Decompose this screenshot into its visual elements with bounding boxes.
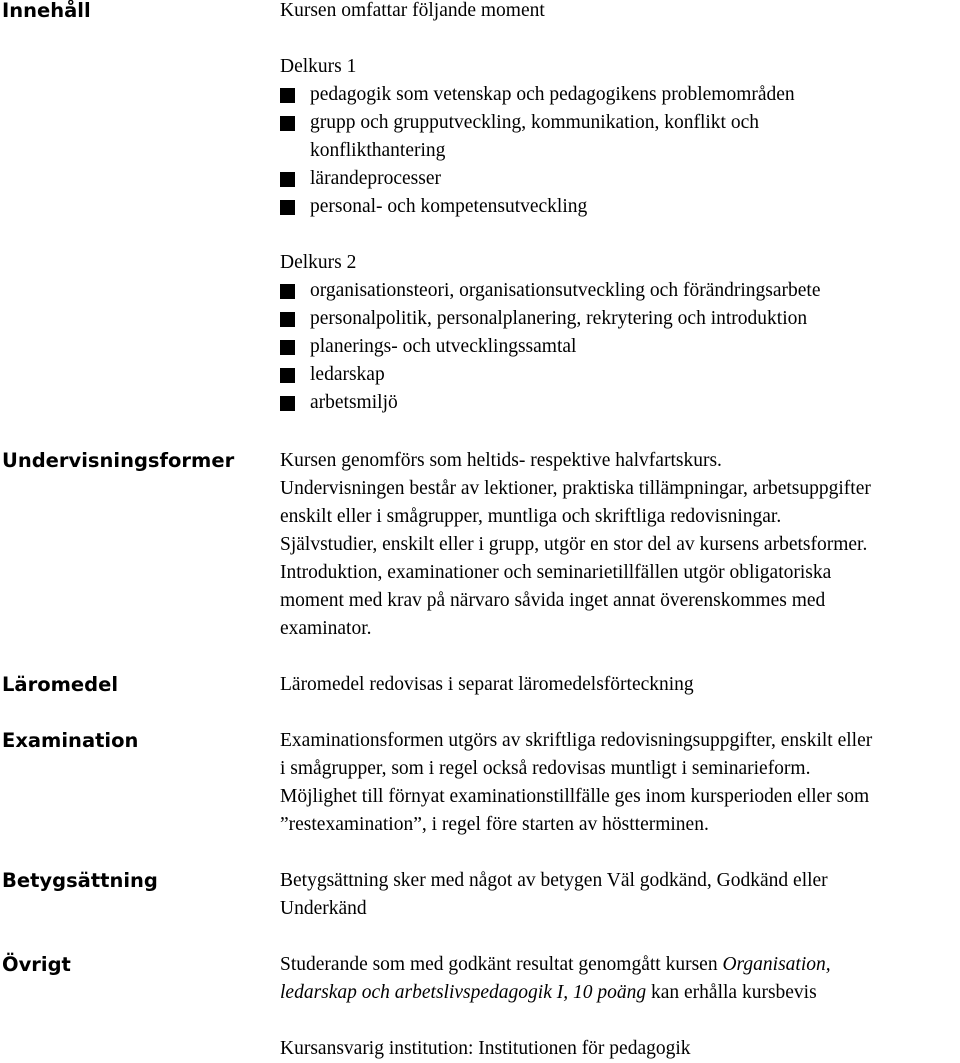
delkurs1-title: Delkurs 1 [280, 56, 357, 77]
institution-text: Kursansvarig institution: Institutionen för pedagogik [280, 1038, 691, 1059]
course-name: ledarskap och arbetslivspedagogik I, 10 poäng [280, 982, 647, 1003]
bullet-square-icon [280, 396, 295, 411]
undervisning-line: enskilt eller i smågrupper, muntliga och skriftliga redovisningar. [280, 506, 782, 527]
list-item: organisationsteori, organisationsutveckling och förändringsarbete [280, 277, 960, 305]
bullet-square-icon [280, 340, 295, 355]
list-item: arbetsmiljö [280, 389, 960, 417]
delkurs1-list [280, 81, 960, 221]
undervisning-line: Kursen genomförs som heltids- respektive halvfartskurs. [280, 450, 722, 471]
bullet-square-icon [280, 284, 295, 299]
examination-section [280, 727, 960, 839]
undervisning-section [280, 447, 960, 643]
innehall-section [280, 0, 960, 417]
list-item: lärandeprocesser [280, 165, 960, 193]
bullet-square-icon [280, 368, 295, 383]
heading-betygsattning: Betygsättning [2, 869, 158, 892]
ovrigt-line [280, 951, 960, 979]
examination-line: i smågrupper, som i regel också redovisas muntligt i seminarieform. [280, 758, 811, 779]
list-item: planerings- och utvecklingssamtal [280, 333, 960, 361]
ovrigt-line [280, 979, 960, 1007]
institution-section [280, 1035, 960, 1063]
undervisning-line: Självstudier, enskilt eller i grupp, utgör en stor del av kursens arbetsformer. [280, 534, 868, 555]
undervisning-line: Introduktion, examinationer och seminarietillfällen utgör obligatoriska [280, 562, 832, 583]
undervisning-line: examinator. [280, 618, 372, 639]
examination-line: Examinationsformen utgörs av skriftliga redovisningsuppgifter, enskilt eller [280, 730, 873, 751]
heading-laromedel: Läromedel [2, 673, 119, 696]
list-item: personalpolitik, personalplanering, rekrytering och introduktion [280, 305, 960, 333]
heading-examination: Examination [2, 729, 139, 752]
bullet-square-icon [280, 312, 295, 327]
betyg-line: Underkänd [280, 898, 367, 919]
laromedel-section [280, 671, 960, 699]
heading-innehall: Innehåll [2, 0, 91, 22]
delkurs2-title: Delkurs 2 [280, 252, 357, 273]
ovrigt-post: kan erhålla kursbevis [646, 982, 817, 1003]
bullet-square-icon [280, 116, 295, 131]
betyg-section [280, 867, 960, 923]
course-name: Organisation, [722, 954, 831, 975]
betyg-line: Betygsättning sker med något av betygen Väl godkänd, Godkänd eller [280, 870, 828, 891]
bullet-square-icon [280, 172, 295, 187]
examination-line: Möjlighet till förnyat examinationstillfälle ges inom kursperioden eller som [280, 786, 870, 807]
list-item: ledarskap [280, 361, 960, 389]
undervisning-line: moment med krav på närvaro såvida inget annat överenskommes med [280, 590, 826, 611]
bullet-square-icon [280, 200, 295, 215]
heading-ovrigt: Övrigt [2, 953, 71, 976]
bullet-square-icon [280, 88, 295, 103]
ovrigt-section [280, 951, 960, 1007]
examination-line: ”restexamination”, i regel före starten av höstterminen. [280, 814, 709, 835]
undervisning-line: Undervisningen består av lektioner, praktiska tillämpningar, arbetsuppgifter [280, 478, 871, 499]
list-item: grupp och grupputveckling, kommunikation, konflikt och konflikthantering [280, 109, 830, 165]
heading-undervisningsformer: Undervisningsformer [2, 449, 235, 472]
innehall-intro: Kursen omfattar följande moment [280, 0, 545, 21]
list-item: personal- och kompetensutveckling [280, 193, 960, 221]
ovrigt-pre: Studerande som med godkänt resultat genomgått kursen [280, 954, 723, 975]
laromedel-text: Läromedel redovisas i separat läromedelsförteckning [280, 674, 694, 695]
list-item: pedagogik som vetenskap och pedagogikens problemområden [280, 81, 960, 109]
delkurs2-list [280, 277, 960, 417]
